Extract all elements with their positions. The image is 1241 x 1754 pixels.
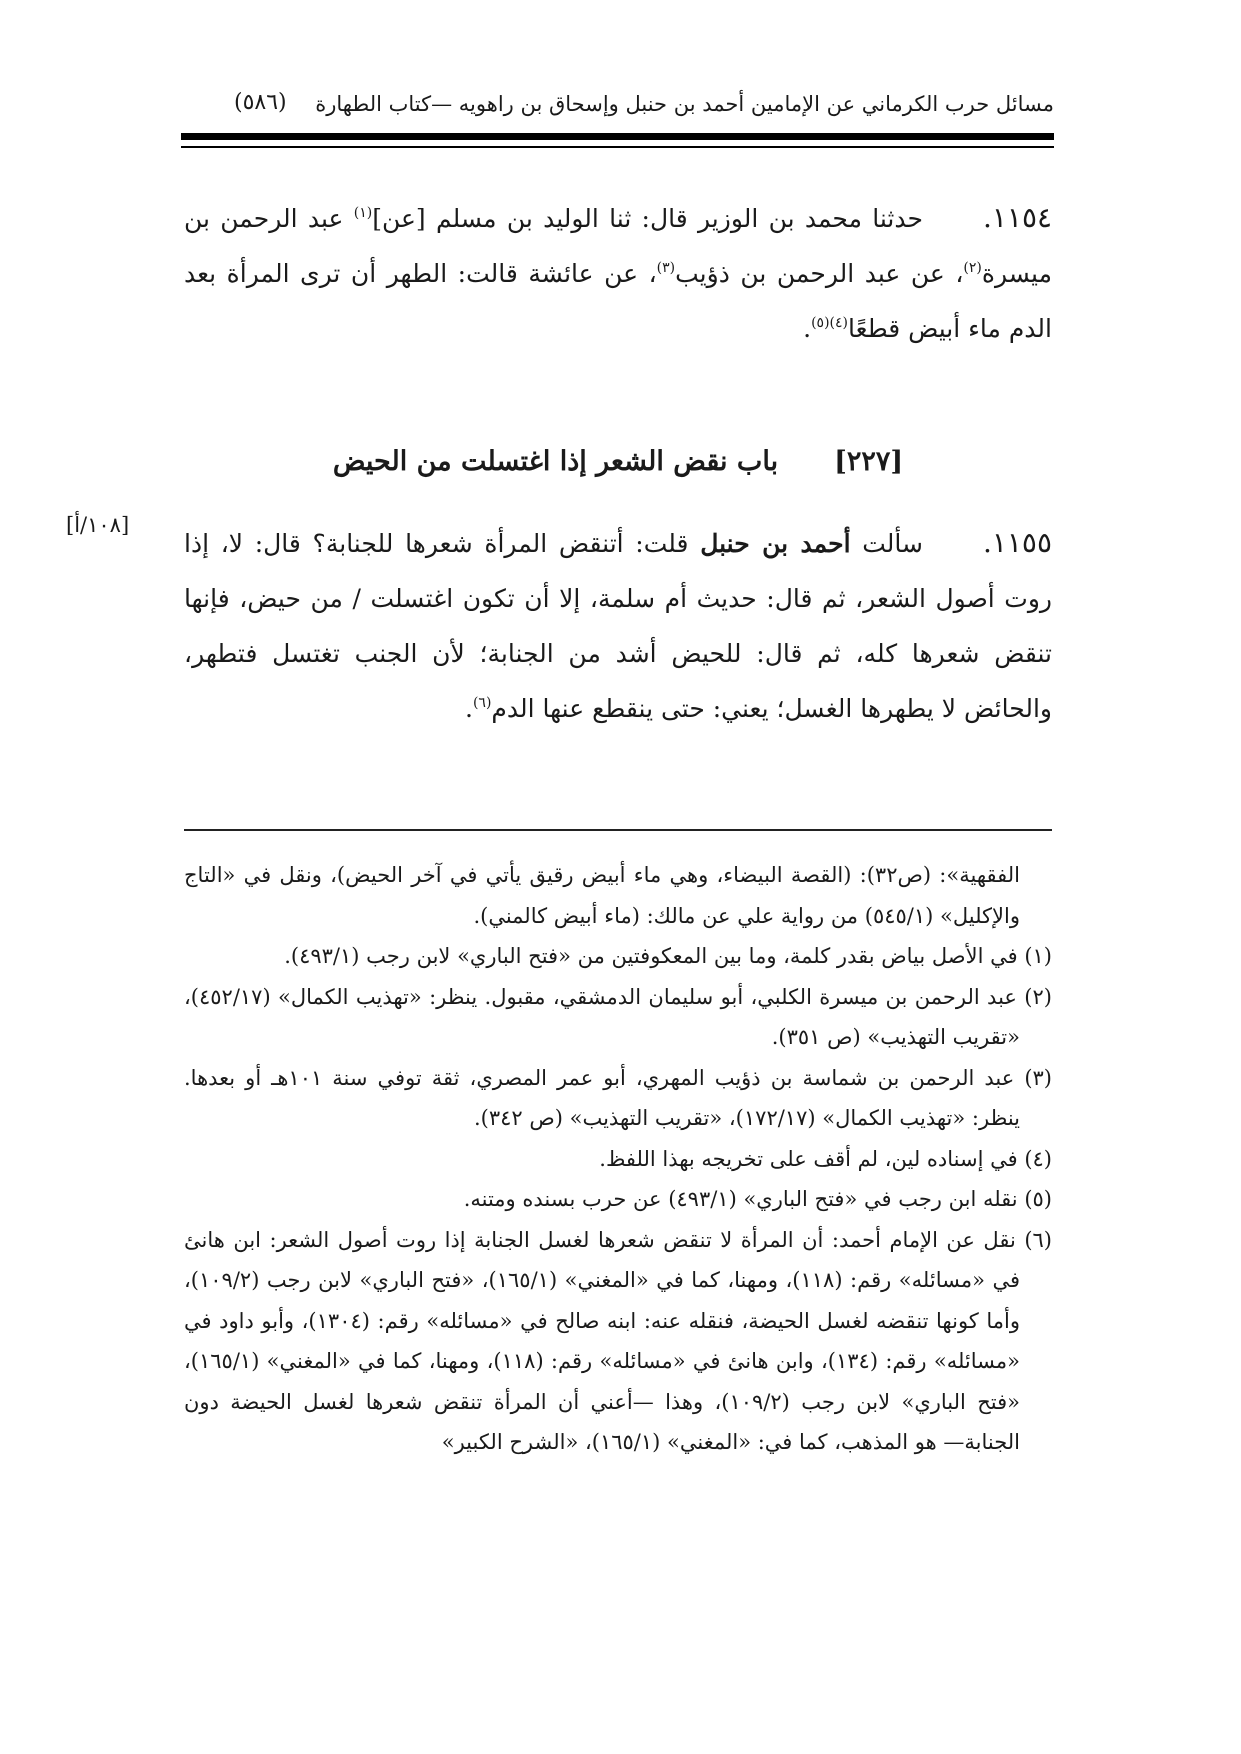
footnote-ref-6[interactable]: (٦) <box>472 695 492 711</box>
paragraph-text: حدثنا محمد بن الوزير قال: ثنا الوليد بن مسلم [عن] <box>372 204 923 233</box>
page-number: (٥٨٦) <box>234 90 287 115</box>
footnote-separator <box>184 829 1052 831</box>
footnote-6: (٦) نقل عن الإمام أحمد: أن المرأة لا تنقض شعرها لغسل الجنابة إذا روت أصول الشعر: ابن هانئ في «مسائله» رقم: (١١٨)، ومهنا، كما في «المغني» (١٦٥/١)، «فتح الباري» لابن رجب (١٠٩/٢)، وأما كونها تنقضه لغسل الحيضة، فنقله عنه: ابنه صالح في «مسائله» رقم: (١٣٠٤)، وأبو داود في «مسائله» رقم: (١٣٤)، وابن هانئ في «مسائله» رقم: (١١٨)، ومهنا، كما في «المغني» (١٦٥/١)، «فتح الباري» لابن رجب (١٠٩/٢)، وهذا —أعني أن المرأة تنقض شعرها لغسل الحيضة دون الجنابة— هو المذهب، كما في: «المغني» (١٦٥/١)، «الشرح الكبير» <box>184 1227 1052 1454</box>
paragraph-1154 <box>184 190 1052 356</box>
footnote-3: (٣) عبد الرحمن بن شماسة بن ذؤيب المهري، أبو عمر المصري، ثقة توفي سنة ١٠١هـ أو بعدها. ينظر: «تهذيب الكمال» (١٧٢/١٧)، «تقريب التهذيب» (ص ٣٤٢). <box>184 1065 1052 1130</box>
footnote-ref-2[interactable]: (٢) <box>963 260 982 276</box>
footnote-2: (٢) عبد الرحمن بن ميسرة الكلبي، أبو سليمان الدمشقي، مقبول. ينظر: «تهذيب الكمال» (٤٥٢/١٧)، «تقريب التهذيب» (ص ٣٥١). <box>184 984 1052 1049</box>
paragraph-text: . <box>803 314 812 343</box>
footnote-4: (٤) في إسناده لين، لم أقف على تخريجه بهذا اللفظ. <box>599 1146 1052 1171</box>
footnote-continuation: الفقهية»: (ص٣٢): (القصة البيضاء، وهي ماء أبيض رقيق يأتي في آخر الحيض)، ونقل في «التاج والإكليل» (٥٤٥/١) من رواية علي عن مالك: (ماء أبيض كالمني). <box>184 863 1020 928</box>
manuscript-folio-marker: [١٠٨/أ] <box>66 513 130 537</box>
footnote-ref-1[interactable]: (١) <box>353 205 373 221</box>
paragraph-text: . <box>464 694 473 723</box>
running-title: مسائل حرب الكرماني عن الإمامين أحمد بن حنبل وإسحاق بن راهويه —كتاب الطهارة <box>315 92 1054 116</box>
header-rule-thick <box>181 133 1054 140</box>
chapter-number: [٢٢٧] <box>834 446 904 477</box>
running-header <box>228 80 1054 132</box>
paragraph-text: قلت: أتنقض المرأة شعرها للجنابة؟ قال: لا، إذا روت أصول الشعر، ثم قال: حديث أم سلمة، إلا أن تكون اغتسلت / من حيض، فإنها تنقض شعرها كله، ثم قال: للحيض أشد من الجنابة؛ لأن الجنب تغتسل فتطهر، والحائض لا يطهرها الغسل؛ يعني: حتى ينقطع عنها الدم <box>184 529 1052 723</box>
paragraph-text: سألت <box>850 529 923 558</box>
paragraph-text: ، عن عبد الرحمن بن ذؤيب <box>675 259 964 288</box>
chapter-title: باب نقض الشعر إذا اغتسلت من الحيض <box>332 446 779 477</box>
paragraph-number: ١١٥٥. <box>982 526 1052 559</box>
chapter-heading <box>184 446 1052 477</box>
footnote-ref-3[interactable]: (٣) <box>656 260 676 276</box>
footnote-1: (١) في الأصل بياض بقدر كلمة، وما بين المعكوفتين من «فتح الباري» لابن رجب (٤٩٣/١). <box>284 944 1052 968</box>
footnote-ref-5[interactable]: (٥) <box>811 315 830 331</box>
header-rule-thin <box>181 146 1054 148</box>
paragraph-text: ، عن عائشة قالت: الطهر أن ترى المرأة بعد الدم ماء أبيض قطعًا <box>184 259 1052 343</box>
footnote-ref-4[interactable]: (٤) <box>829 315 849 331</box>
footnote-5: (٥) نقله ابن رجب في «فتح الباري» (٤٩٣/١) عن حرب بسنده ومتنه. <box>463 1187 1052 1211</box>
paragraph-text: عبد الرحمن بن ميسرة <box>184 204 1052 288</box>
footnotes <box>184 855 1052 1463</box>
paragraph-number: ١١٥٤. <box>982 201 1053 234</box>
bold-name: أحمد بن حنبل <box>700 529 851 558</box>
paragraph-1155 <box>184 515 1052 736</box>
